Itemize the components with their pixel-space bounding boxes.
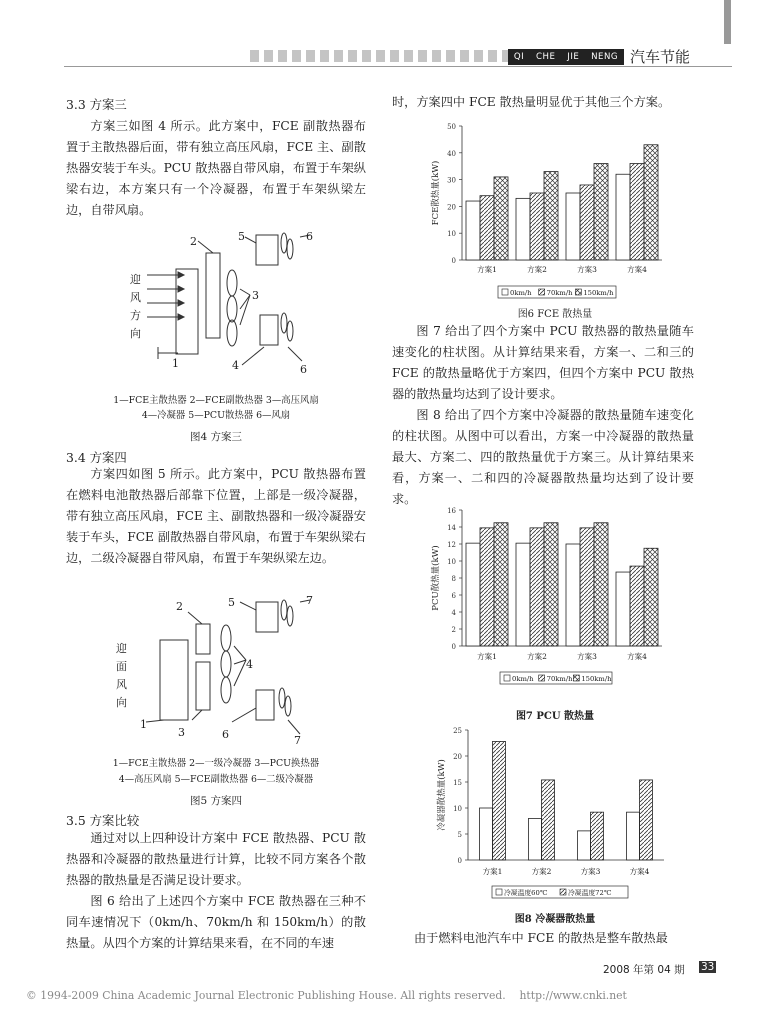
- bar-2-3: [544, 523, 558, 646]
- section-3-3-heading: 3.3 方案三: [66, 97, 127, 112]
- fig6-caption: 图6 FCE 散热量: [517, 309, 593, 320]
- category-label: 方案2: [527, 652, 547, 661]
- legend-label: 150km/h: [581, 675, 612, 683]
- bar-3-3: [594, 164, 608, 260]
- legend-swatch: [573, 675, 579, 681]
- bar-3-1: [566, 544, 580, 646]
- footer-issue: 2008 年第 04 期: [603, 964, 685, 976]
- category-label: 方案4: [627, 265, 647, 274]
- y-tick-label: 5: [457, 831, 462, 839]
- fig4-num-3: 3: [252, 289, 259, 302]
- fig4-airflow-4: 向: [130, 327, 141, 340]
- bar-3-1: [566, 193, 580, 260]
- bar-2-1: [529, 818, 542, 860]
- fig4-num-1: 1: [172, 357, 179, 370]
- fig5-airflow-4: 向: [116, 696, 127, 709]
- legend-label: 冷凝温度72℃: [568, 889, 612, 897]
- y-tick-label: 2: [451, 626, 456, 634]
- y-tick-label: 0: [451, 643, 456, 651]
- fig5-legend-line2: 4—高压风扇 5—FCE副散热器 6—二级冷凝器: [118, 774, 314, 785]
- bar-2-2: [530, 193, 544, 260]
- bar-4-1: [616, 572, 630, 646]
- header-rule: [64, 66, 732, 67]
- category-label: 方案3: [580, 867, 601, 876]
- bar-1-1: [466, 543, 480, 646]
- right-top-line: 时，方案四中 FCE 散热量明显优于其他三个方案。: [392, 95, 671, 109]
- bar-4-3: [644, 145, 658, 260]
- fig5-num-6: 6: [222, 728, 229, 741]
- bar-2-1: [516, 543, 530, 646]
- bar-1-2: [493, 741, 506, 860]
- bar-4-3: [644, 548, 658, 646]
- fig5-num-2: 2: [176, 600, 183, 613]
- category-label: 方案3: [577, 265, 597, 274]
- bar-3-1: [578, 831, 591, 860]
- category-label: 方案2: [527, 265, 547, 274]
- y-tick-label: 14: [447, 524, 456, 532]
- category-label: 方案4: [629, 867, 650, 876]
- fig5-num-7a: 7: [306, 594, 313, 607]
- bar-1-3: [494, 523, 508, 646]
- legend-swatch: [560, 889, 566, 895]
- fig4-legend-line2: 4—冷凝器 5—PCU散热器 6—风扇: [141, 410, 291, 421]
- section-3-4-heading: 3.4 方案四: [66, 450, 127, 465]
- y-axis-label: PCU散热量(kW): [431, 545, 441, 611]
- paragraph-fig8: 图 8 给出了四个方案中冷凝器的散热量随车速变化的柱状图。从图中可以看出，方案一中冷凝器的散热量最大、方案二、四的散热量优于方案三。从计算结果来看，方案一、二和四的冷凝器散热量均达到了设计要求。: [392, 408, 694, 506]
- fig4-num-6a: 6: [306, 230, 313, 243]
- section-3-5-heading: 3.5 方案比较: [66, 813, 140, 828]
- bar-4-1: [627, 812, 640, 860]
- y-tick-label: 50: [447, 123, 456, 131]
- legend-swatch: [496, 889, 502, 895]
- bar-4-1: [616, 174, 630, 260]
- y-axis-label: FCE散热量(kW): [431, 160, 441, 226]
- legend-swatch: [575, 289, 581, 295]
- fig5-airflow-1: 迎: [116, 642, 127, 655]
- fig5-num-7b: 7: [294, 734, 301, 747]
- bar-3-3: [594, 523, 608, 646]
- journal-title: 汽车节能: [630, 48, 691, 66]
- fig5-num-3: 3: [178, 726, 185, 739]
- fig5-airflow-2: 面: [116, 660, 127, 673]
- section-3-4-body: 方案四如图 5 所示。此方案中，PCU 散热器布置在燃料电池散热器后部靠下位置，上部是一级冷凝器，带有独立高压风扇，FCE 主、副散热器和一级冷凝器安装于车头，FCE 副散热器自带风扇，布置于车架纵梁右边，二级冷凝器自带风扇，布置于车架纵梁左边。: [66, 467, 366, 565]
- y-tick-label: 4: [451, 609, 456, 617]
- y-tick-label: 16: [447, 507, 456, 515]
- footer-page-number: 33: [701, 961, 715, 973]
- fig5-airflow-3: 风: [116, 678, 127, 691]
- category-label: 方案3: [577, 652, 597, 661]
- bar-1-2: [480, 196, 494, 260]
- pinyin-neng: NENG: [591, 52, 619, 62]
- fig4-num-2: 2: [190, 235, 197, 248]
- legend-label: 0km/h: [512, 675, 534, 683]
- section-3-3-body: 方案三如图 4 所示。此方案中，FCE 副散热器布置于主散热器后面，带有独立高压风扇，FCE 主、副散热器安装于车头。PCU 散热器自带风扇，布置于车架纵梁右边，本方案只有一个冷凝器，布置于车架纵梁左边，自带风扇。: [66, 119, 366, 217]
- y-tick-label: 10: [447, 558, 456, 566]
- header-stripes: [250, 50, 508, 62]
- pinyin-jie: JIE: [567, 52, 580, 62]
- fig4-airflow-1: 迎: [130, 273, 141, 286]
- fig4-num-5: 5: [238, 230, 245, 243]
- category-label: 方案1: [482, 867, 503, 876]
- bar-1-1: [466, 201, 480, 260]
- legend-swatch: [502, 289, 508, 295]
- category-label: 方案4: [627, 652, 647, 661]
- legend-label: 70km/h: [546, 289, 573, 297]
- y-tick-label: 15: [453, 779, 462, 787]
- bar-3-2: [580, 185, 594, 260]
- bar-3-2: [591, 812, 604, 860]
- bar-2-3: [544, 172, 558, 260]
- fig5-legend-line1: 1—FCE主散热器 2—一级冷凝器 3—PCU换热器: [112, 758, 320, 769]
- bar-4-2: [640, 780, 653, 860]
- bar-3-2: [580, 528, 594, 646]
- figure-4-diagram: [110, 225, 340, 375]
- legend-label: 150km/h: [583, 289, 614, 297]
- bar-1-3: [494, 177, 508, 260]
- bar-1-1: [480, 808, 493, 860]
- bar-1-2: [480, 528, 494, 646]
- bar-2-1: [516, 198, 530, 260]
- bar-2-2: [542, 780, 555, 860]
- paragraph-fig7: 图 7 给出了四个方案中 PCU 散热器的散热量随车速变化的柱状图。从计算结果来看，方案一、二和三的 FCE 的散热量略优于方案四，但四个方案中 PCU 散热器的散热量均达到了设计要求。: [392, 324, 694, 401]
- y-tick-label: 30: [447, 176, 456, 185]
- fig4-airflow-3: 方: [130, 309, 141, 322]
- figure-5-diagram: [110, 590, 340, 750]
- legend-label: 冷凝温度60℃: [504, 889, 548, 897]
- legend-label: 0km/h: [510, 289, 532, 297]
- category-label: 方案1: [477, 652, 497, 661]
- y-tick-label: 0: [457, 857, 462, 865]
- fig4-legend-line1: 1—FCE主散热器 2—FCE副散热器 3—高压风扇: [113, 395, 319, 406]
- y-tick-label: 0: [451, 257, 456, 265]
- fig5-num-1: 1: [140, 718, 147, 731]
- legend-label: 70km/h: [546, 675, 573, 683]
- y-tick-label: 25: [453, 727, 462, 735]
- fig5-num-5: 5: [228, 596, 235, 609]
- y-tick-label: 10: [453, 805, 462, 813]
- bar-4-2: [630, 164, 644, 260]
- y-axis-label: 冷凝器散热量(kW): [437, 759, 447, 831]
- legend-swatch: [504, 675, 510, 681]
- fig4-num-6b: 6: [300, 363, 307, 375]
- bar-2-2: [530, 528, 544, 646]
- y-tick-label: 20: [453, 753, 462, 761]
- section-3-5-body-1: 通过对以上四种设计方案中 FCE 散热器、PCU 散热器和冷凝器的散热量进行计算，比较不同方案各个散热器的散热量是否满足设计要求。: [66, 831, 366, 887]
- fig5-caption: 图5 方案四: [189, 795, 243, 807]
- bar-4-2: [630, 566, 644, 646]
- y-tick-label: 12: [447, 541, 456, 549]
- legend-swatch: [539, 289, 545, 295]
- category-label: 方案1: [477, 265, 497, 274]
- fig4-num-4: 4: [232, 359, 239, 372]
- fig5-num-4: 4: [246, 658, 253, 671]
- fig8-condenser-chart: [420, 722, 690, 902]
- y-tick-label: 40: [447, 149, 456, 158]
- section-3-5-body-2: 图 6 给出了上述四个方案中 FCE 散热器在三种不同车速情况下（0km/h、70km/h 和 150km/h）的散热量。从四个方案的计算结果来看，在不同的车速: [66, 894, 366, 950]
- footer-copyright: © 1994-2009 China Academic Journal Electronic Publishing House. All rights reserved. http://www.cnki.net: [26, 989, 627, 1002]
- y-tick-label: 6: [451, 592, 456, 600]
- fig6-fce-chart: [420, 118, 690, 308]
- fig4-airflow-2: 风: [130, 291, 141, 304]
- header-side-bar: [724, 0, 731, 44]
- legend-swatch: [539, 675, 545, 681]
- pinyin-che: CHE: [536, 52, 556, 62]
- y-tick-label: 8: [451, 575, 456, 583]
- fig4-caption: 图4 方案三: [189, 431, 243, 443]
- pinyin-qi: QI: [513, 52, 525, 62]
- right-bottom-line: 由于燃料电池汽车中 FCE 的散热是整车散热最: [414, 931, 668, 945]
- header-pinyin-bar: [508, 49, 624, 65]
- fig7-pcu-chart: [420, 502, 690, 702]
- category-label: 方案2: [531, 867, 552, 876]
- fig8-caption: 图8 冷凝器散热量: [514, 914, 596, 925]
- y-tick-label: 10: [447, 230, 456, 239]
- y-tick-label: 20: [447, 203, 456, 212]
- fig7-caption: 图7 PCU 散热量: [515, 711, 595, 722]
